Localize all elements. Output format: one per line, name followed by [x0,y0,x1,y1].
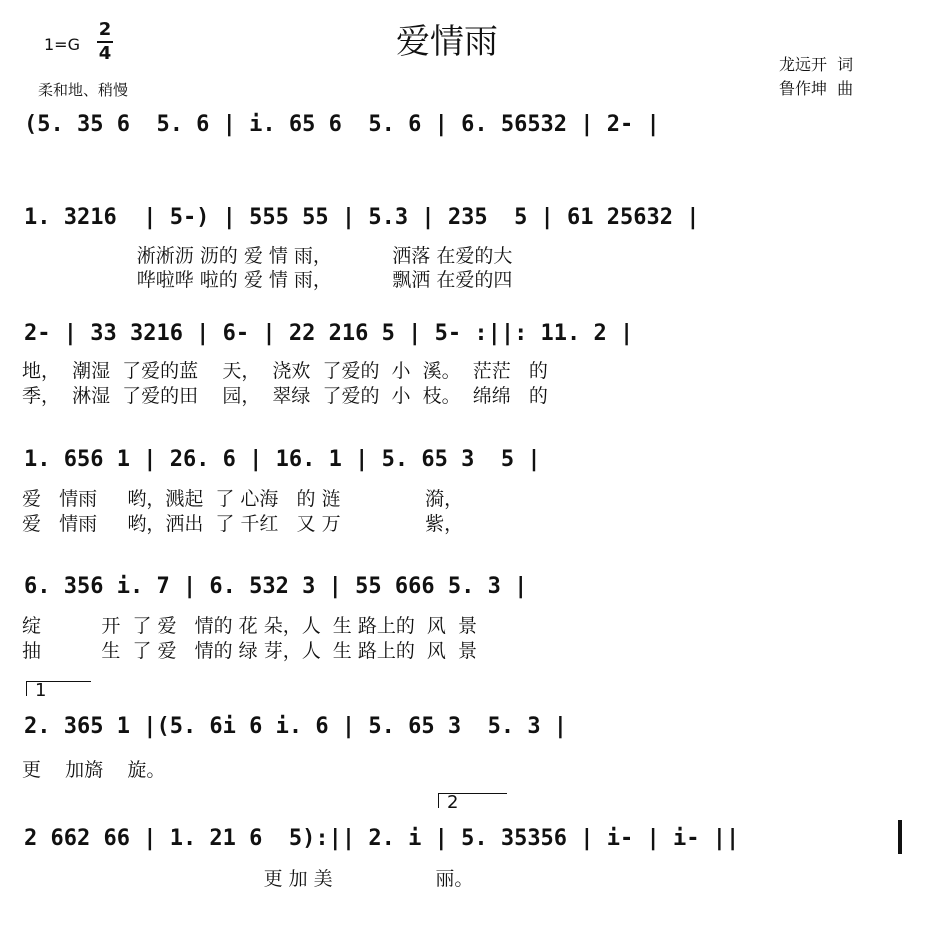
notation-row-4: 1. 656 1 | 26. 6 | 16. 1 | 5. 65 3 5 | [24,447,541,472]
key-signature: 1=G [44,35,80,54]
lyrics-row-5-verse-2: 抽 生 了 爱 情的 绿 芽，人 生 路上的 风 景 [22,640,477,662]
time-signature-bottom: 4 [98,43,112,64]
lyrics-row-3-verse-2: 季， 淋湿 了爱的田 园， 翠绿 了爱的 小 枝。 绵绵 的 [22,385,548,407]
lyrics-row-6: 更 加旖 旋。 [22,759,166,781]
notation-row-3: 2- | 33 3216 | 6- | 22 216 5 | 5- :||: 11. 2 | [24,321,634,346]
lyrics-row-4-verse-1: 爱 情雨 哟，溅起 了 心海 的 涟 漪， [22,488,464,510]
tempo-marking: 柔和地、稍慢 [38,81,129,99]
notation-row-6: 2. 365 1 |(5. 6i 6 i. 6 | 5. 65 3 5. 3 | [24,714,568,739]
first-ending-bracket [26,680,91,701]
notation-row-1: (5. 35 6 5. 6 | i. 65 6 5. 6 | 6. 56532 | 2- | [24,112,660,137]
time-signature [97,20,113,64]
lyricist-credit: 龙远开 词 [779,55,854,74]
lyrics-row-5-verse-1: 绽 开 了 爱 情的 花 朵，人 生 路上的 风 景 [22,615,477,637]
time-signature-top: 2 [98,19,112,40]
first-ending-number: 1 [35,680,47,701]
song-title: 爱情雨 [396,22,498,62]
notation-row-5: 6. 356 i. 7 | 6. 532 3 | 55 666 5. 3 | [24,574,528,599]
notation-row-7: 2 662 66 | 1. 21 6 5):|| 2. i | 5. 35356 | i- | i- || [24,826,740,851]
final-barline [898,820,902,854]
second-ending-bracket [438,792,507,813]
second-ending-number: 2 [447,792,459,813]
composer-credit: 鲁作坤 曲 [779,79,854,98]
lyrics-row-2-verse-1: 淅淅沥 沥的 爱 情 雨， 洒落 在爱的大 [22,245,513,267]
lyrics-row-7: 更 加 美 丽。 [22,868,474,890]
lyrics-row-4-verse-2: 爱 情雨 哟，洒出 了 千红 又 万 紫， [22,513,464,535]
lyrics-row-2-verse-2: 哗啦哗 啦的 爱 情 雨， 飘洒 在爱的四 [22,269,513,291]
lyrics-row-3-verse-1: 地， 潮湿 了爱的蓝 天， 浇欢 了爱的 小 溪。 茫茫 的 [22,360,548,382]
notation-row-2: 1. 3216 | 5-) | 555 55 | 5.3 | 235 5 | 61 25632 | [24,205,700,230]
